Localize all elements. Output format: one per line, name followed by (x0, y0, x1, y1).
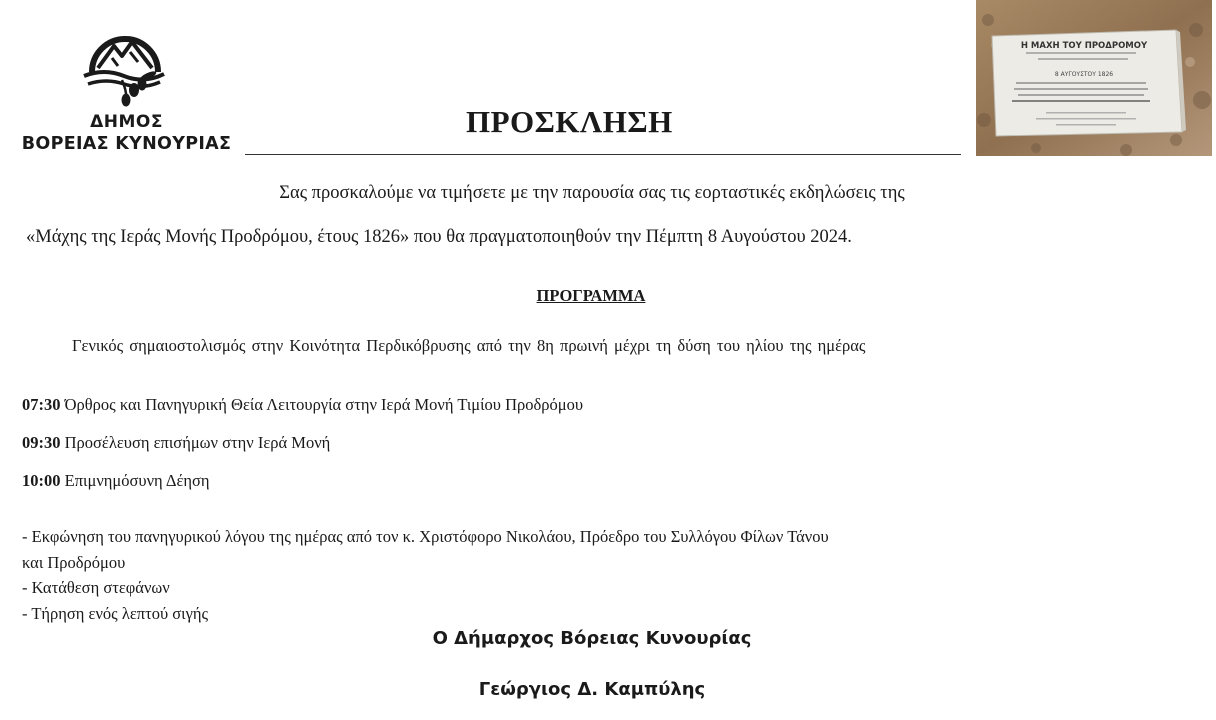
mountain-olive-emblem-icon (82, 28, 168, 108)
intro-line-2: «Μάχης της Ιεράς Μονής Προδρόμου, έτους 1826» που θα πραγματοποιηθούν την Πέμπτη 8 Αυγούστου 2024. (26, 227, 852, 247)
memorial-plaque-photo (976, 0, 1212, 156)
page-title: ΠΡΟΣΚΛΗΣΗ (466, 104, 673, 139)
logo-text-dimos: ΔΗΜΟΣ (90, 112, 163, 132)
schedule-item (22, 433, 330, 453)
program-note: - Εκφώνηση του πανηγυρικού λόγου της ημέρας από τον κ. Χριστόφορο Νικολάου, Πρόεδρο του Συλλόγου Φίλων Τάνου (22, 527, 829, 546)
schedule-text: Όρθρος και Πανηγυρική Θεία Λειτουργία στην Ιερά Μονή Τιμίου Προδρόμου (64, 395, 584, 414)
logo-text-region: ΒΟΡΕΙΑΣ ΚΥΝΟΥΡΙΑΣ (21, 134, 232, 154)
municipality-logo (14, 28, 239, 160)
schedule-time: 07:30 (22, 395, 61, 414)
signature-title: Ο Δήμαρχος Βόρειας Κυνουρίας (432, 628, 752, 649)
schedule-time: 09:30 (22, 433, 61, 452)
schedule-item (22, 471, 210, 491)
plaque-heading: Η ΜΑΧΗ ΤΟΥ ΠΡΟΔΡΟΜΟΥ (1020, 41, 1148, 51)
schedule-text: Επιμνημόσυνη Δέηση (64, 471, 210, 490)
intro-line-1: Σας προσκαλούμε να τιμήσετε με την παρουσία σας τις εορταστικές εκδηλώσεις της (279, 183, 905, 203)
schedule-time: 10:00 (22, 471, 61, 490)
schedule-text: Προσέλευση επισήμων στην Ιερά Μονή (64, 433, 331, 452)
plaque-date: 8 ΑΥΓΟΥΣΤΟΥ 1826 (1054, 71, 1114, 78)
program-heading: ΠΡΟΓΡΑΜΜΑ (536, 286, 646, 305)
schedule-item (22, 395, 583, 415)
program-note-continued: και Προδρόμου (22, 553, 126, 572)
general-flag-note: Γενικός σημαιοστολισμός στην Κοινότητα Περδικόβρυσης από την 8η πρωινή μέχρι τη δύση του ηλίου της ημέρας (72, 336, 866, 355)
title-underline-divider (245, 154, 961, 155)
program-note: - Τήρηση ενός λεπτού σιγής (22, 604, 209, 623)
program-note: - Κατάθεση στεφάνων (22, 578, 170, 597)
signature-name: Γεώργιος Δ. Καμπύλης (478, 679, 706, 700)
